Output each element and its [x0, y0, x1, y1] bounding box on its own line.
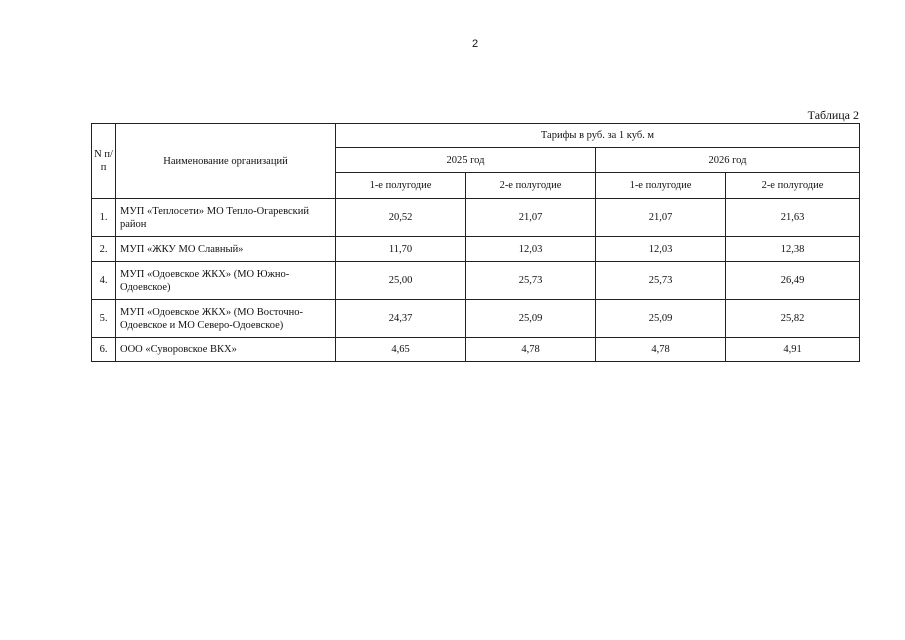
- tariff-2026-h2: 12,38: [726, 237, 860, 262]
- tariff-2026-h1: 21,07: [596, 199, 726, 237]
- tariff-2026-h1: 25,09: [596, 300, 726, 338]
- tariff-table: [91, 123, 860, 362]
- header-2026-half-2: 2-е полугодие: [726, 173, 860, 199]
- tariff-2026-h2: 25,82: [726, 300, 860, 338]
- tariff-2025-h1: 11,70: [336, 237, 466, 262]
- tariff-2025-h2: 12,03: [466, 237, 596, 262]
- header-organization: Наименование организаций: [116, 124, 336, 199]
- row-number: 1.: [92, 199, 116, 237]
- tariff-2026-h2: 26,49: [726, 262, 860, 300]
- tariff-2025-h1: 20,52: [336, 199, 466, 237]
- tariff-2025-h1: 24,37: [336, 300, 466, 338]
- organization-name: МУП «Одоевское ЖКХ» (МО Южно-Одоевское): [116, 262, 336, 300]
- tariff-2025-h2: 4,78: [466, 338, 596, 362]
- table-row: [92, 262, 860, 300]
- table-caption: Таблица 2: [807, 108, 859, 122]
- header-tariffs: Тарифы в руб. за 1 куб. м: [336, 124, 860, 148]
- tariff-2025-h1: 25,00: [336, 262, 466, 300]
- tariff-2026-h1: 25,73: [596, 262, 726, 300]
- header-2026-half-1: 1-е полугодие: [596, 173, 726, 199]
- tariff-2026-h2: 21,63: [726, 199, 860, 237]
- organization-name: МУП «Теплосети» МО Тепло-Огаревский район: [116, 199, 336, 237]
- row-number: 5.: [92, 300, 116, 338]
- tariff-2026-h2: 4,91: [726, 338, 860, 362]
- header-2025-half-1: 1-е полугодие: [336, 173, 466, 199]
- table-row: [92, 300, 860, 338]
- organization-name: МУП «ЖКУ МО Славный»: [116, 237, 336, 262]
- row-number: 4.: [92, 262, 116, 300]
- tariff-2026-h1: 12,03: [596, 237, 726, 262]
- table-row: [92, 237, 860, 262]
- organization-name: МУП «Одоевское ЖКХ» (МО Восточно-Одоевское и МО Северо-Одоевское): [116, 300, 336, 338]
- tariff-2026-h1: 4,78: [596, 338, 726, 362]
- table-row: [92, 199, 860, 237]
- header-year-2026: 2026 год: [596, 148, 860, 173]
- organization-name: ООО «Суворовское ВКХ»: [116, 338, 336, 362]
- header-num: N п/п: [92, 124, 116, 199]
- page-number: 2: [471, 38, 479, 50]
- header-year-2025: 2025 год: [336, 148, 596, 173]
- tariff-2025-h1: 4,65: [336, 338, 466, 362]
- tariff-2025-h2: 25,73: [466, 262, 596, 300]
- header-2025-half-2: 2-е полугодие: [466, 173, 596, 199]
- table-row: [92, 338, 860, 362]
- tariff-2025-h2: 21,07: [466, 199, 596, 237]
- tariff-2025-h2: 25,09: [466, 300, 596, 338]
- row-number: 6.: [92, 338, 116, 362]
- row-number: 2.: [92, 237, 116, 262]
